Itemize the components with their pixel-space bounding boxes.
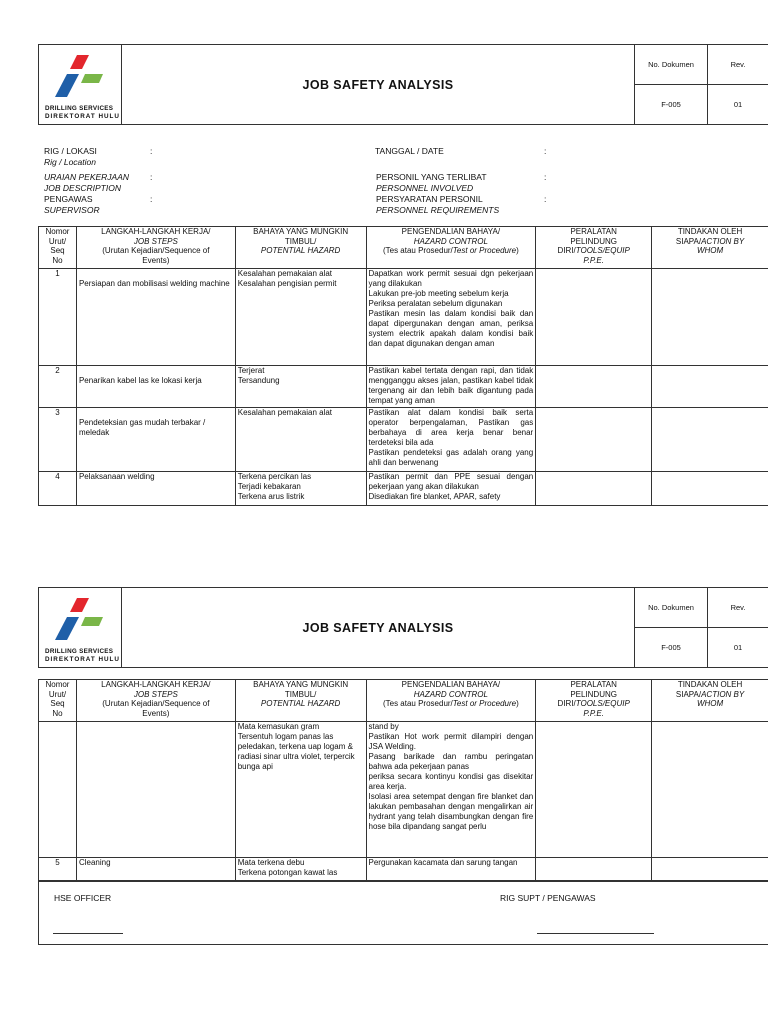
col-ppe: PERALATAN PELINDUNG DIRI/TOOLS/EQUIP P.P.E. — [536, 680, 652, 722]
signature-box — [38, 880, 768, 945]
company-division: DIREKTORAT HULU — [45, 656, 120, 663]
rev-label: Rev. — [708, 45, 768, 85]
colon: : — [150, 194, 153, 204]
company-name: DRILLING SERVICES — [45, 648, 114, 655]
document-title: JOB SAFETY ANALYSIS — [122, 45, 635, 125]
hazard-cell: Mata terkena debu Terkena potongan kawat las — [235, 858, 366, 882]
control-cell: Pastikan alat dalam kondisi baik serta operator berpengalaman, Pastikan gas berbahaya di area kerja benar benar terdeteksi bila ada Pastikan pendeteksi gas adalah orang yang ahli dan berwenang — [366, 408, 536, 472]
rev-value: 01 — [708, 85, 768, 125]
rev-value: 01 — [708, 628, 768, 668]
doc-number-value: F-005 — [635, 628, 708, 668]
ppe-cell — [536, 366, 652, 408]
pertamina-logo-icon — [55, 595, 105, 641]
col-hazard-control: PENGENDALIAN BAHAYA/ HAZARD CONTROL (Tes atau Prosedur/Test or Procedure) — [366, 680, 536, 722]
ppe-cell — [536, 269, 652, 366]
colon: : — [150, 172, 153, 182]
job-step: Pelaksanaan welding — [76, 472, 235, 506]
ppe-cell — [536, 408, 652, 472]
col-potential-hazard: BAHAYA YANG MUNGKIN TIMBUL/ POTENTIAL HAZARD — [235, 227, 366, 269]
document-header-page-2 — [38, 587, 768, 668]
job-step: Persiapan dan mobilisasi welding machine — [76, 269, 235, 366]
action-cell — [652, 408, 768, 472]
job-description-field — [44, 172, 129, 216]
col-ppe: PERALATAN PELINDUNG DIRI/TOOLS/EQUIP P.P.E. — [536, 227, 652, 269]
persyaratan-label: PERSYARATAN PERSONIL — [376, 194, 483, 204]
personil-label: PERSONIL YANG TERLIBAT — [376, 172, 487, 182]
col-hazard-control: PENGENDALIAN BAHAYA/ HAZARD CONTROL (Tes atau Prosedur/Test or Procedure) — [366, 227, 536, 269]
table-row — [39, 408, 768, 472]
job-step: Pendeteksian gas mudah terbakar / meledak — [76, 408, 235, 472]
supervisor-label: SUPERVISOR — [44, 205, 100, 215]
col-job-steps: LANGKAH-LANGKAH KERJA/ JOB STEPS (Urutan Kejadian/Sequence of Events) — [76, 227, 235, 269]
rig-location-field — [44, 146, 97, 168]
rig-supt-label: RIG SUPT / PENGAWAS — [500, 893, 596, 903]
rig-sub-label: Rig / Location — [44, 157, 96, 167]
action-cell — [652, 722, 768, 858]
ppe-cell — [536, 472, 652, 506]
colon: : — [544, 172, 547, 182]
table-row — [39, 472, 768, 506]
table-header-row — [39, 680, 768, 722]
col-action-by: TINDAKAN OLEH SIAPA/ACTION BY WHOM — [652, 680, 768, 722]
control-cell: Pastikan kabel tertata dengan rapi, dan tidak mengganggu akses jalan, pastikan kabel tidak tergenang air dan lebih baik digantung pada tempat yang aman — [366, 366, 536, 408]
personnel-involved-label: PERSONNEL INVOLVED — [376, 183, 474, 193]
hse-officer-label: HSE OFFICER — [54, 893, 112, 903]
colon: : — [150, 146, 153, 156]
ppe-cell — [536, 722, 652, 858]
control-cell: Pergunakan kacamata dan sarung tangan — [366, 858, 536, 882]
col-potential-hazard: BAHAYA YANG MUNGKIN TIMBUL/ POTENTIAL HAZARD — [235, 680, 366, 722]
action-cell — [652, 858, 768, 882]
jsa-table-page-2 — [38, 679, 768, 882]
date-label: TANGGAL / DATE — [375, 146, 444, 156]
jsa-table-page-1 — [38, 226, 768, 506]
company-logo-cell — [39, 45, 122, 125]
doc-number-label: No. Dokumen — [635, 45, 708, 85]
row-number — [39, 722, 77, 858]
rev-label: Rev. — [708, 588, 768, 628]
row-number: 4 — [39, 472, 77, 506]
action-cell — [652, 366, 768, 408]
hazard-cell: Terjerat Tersandung — [235, 366, 366, 408]
table-header-row — [39, 227, 768, 269]
col-seq-no: Nomor Urut/ Seq No — [39, 680, 77, 722]
hazard-cell: Terkena percikan las Terjadi kebakaran Terkena arus listrik — [235, 472, 366, 506]
company-name: DRILLING SERVICES — [45, 105, 114, 112]
hazard-cell: Kesalahan pemakaian alat Kesalahan pengisian permit — [235, 269, 366, 366]
company-division: DIREKTORAT HULU — [45, 113, 120, 120]
ppe-cell — [536, 858, 652, 882]
company-logo-cell — [39, 588, 122, 668]
hazard-cell: Mata kemasukan gram Tersentuh logam panas las peledakan, terkena uap logam & radiasi sinar ultra violet, terpercik bunga api — [235, 722, 366, 858]
row-number: 1 — [39, 269, 77, 366]
colon: : — [544, 146, 547, 156]
pertamina-logo-icon — [55, 52, 105, 98]
hse-officer-signature-line — [53, 933, 123, 934]
doc-number-value: F-005 — [635, 85, 708, 125]
action-cell — [652, 269, 768, 366]
table-row — [39, 722, 768, 858]
hazard-cell: Kesalahan pemakaian alat — [235, 408, 366, 472]
personnel-requirements-label: PERSONNEL REQUIREMENTS — [376, 205, 500, 215]
rig-label: RIG / LOKASI — [44, 146, 97, 156]
table-row — [39, 858, 768, 882]
table-row — [39, 366, 768, 408]
pengawas-label: PENGAWAS — [44, 194, 93, 204]
control-cell: Pastikan permit dan PPE sesuai dengan pekerjaan yang akan dilakukan Disediakan fire blanket, APAR, safety — [366, 472, 536, 506]
control-cell: Dapatkan work permit sesuai dgn pekerjaan yang dilakukan Lakukan pre-job meeting sebelum kerja Periksa peralatan sebelum digunakan Pastikan mesin las dalam kondisi baik dan dapat dipergunakan dengan aman, periksa system electrik apakah dalam kondisi baik dan dapat digunakan dengan aman — [366, 269, 536, 366]
col-seq-no: Nomor Urut/ Seq No — [39, 227, 77, 269]
row-number: 3 — [39, 408, 77, 472]
job-step: Cleaning — [76, 858, 235, 882]
job-description-label: JOB DESCRIPTION — [44, 183, 121, 193]
rig-supt-signature-line — [537, 933, 654, 934]
personnel-field — [376, 172, 499, 216]
col-action-by: TINDAKAN OLEH SIAPA/ACTION BY WHOM — [652, 227, 768, 269]
document-header — [38, 44, 768, 125]
row-number: 2 — [39, 366, 77, 408]
job-step: Penarikan kabel las ke lokasi kerja — [76, 366, 235, 408]
control-cell: stand by Pastikan Hot work permit dilampiri dengan JSA Welding. Pasang barikade dan rambu peringatan bahwa ada pekerjaan panas periksa secara kontinyu kondisi gas disekitar area kerja. Isolasi area setempat dengan fire blanket dan lakukan pembasahan dengan mengalirkan air hydrant yang telah disambungkan dengan fire hose bila dipandang sangat perlu — [366, 722, 536, 858]
row-number: 5 — [39, 858, 77, 882]
uraian-label: URAIAN PEKERJAAN — [44, 172, 130, 182]
doc-number-label: No. Dokumen — [635, 588, 708, 628]
document-title: JOB SAFETY ANALYSIS — [122, 588, 635, 668]
table-row — [39, 269, 768, 366]
job-step — [76, 722, 235, 858]
col-job-steps: LANGKAH-LANGKAH KERJA/ JOB STEPS (Urutan Kejadian/Sequence of Events) — [76, 680, 235, 722]
action-cell — [652, 472, 768, 506]
colon: : — [544, 194, 547, 204]
